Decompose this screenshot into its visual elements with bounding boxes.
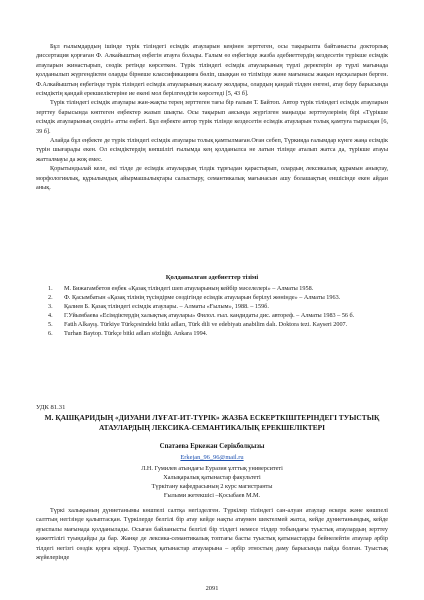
author-email-link[interactable]: Erkejan_96_96@mail.ru: [180, 454, 244, 461]
paragraph-1: Бұл ғылымдардың ішінде түрік тіліндегі есімдік атауларын кеңінен зерттеген, осы тақырыпта байтанысты докторлық диссертация қорғаған Ф. Алкайыштың еңбегін атауға болады. Ғалым өз еңбегінде жазба әдебиеттердің кездесетін түрікше есімдік атауларын жинастырып, сөздік ретінде көрсеткен. Түрік тіліндегі есімдік атауларының түрлі деректерін әр түрлі мағынада қолданылып жүргендіктен оларды бірнеше классификацияға бөліп, шыққан өз тілімізде және мағынасы жақын нұсқаларын берген. Ф.Алкайыштың еңбегінде түрік тіліндегі есімдік атауларының жасалу жолдары, олардың қандай тілден енгені, атау беру барысында есімдіктің қандай ерекшеліктеріне ие екені мол берілгендігін көрсетеді [5, 43 б].: [36, 43, 388, 98]
affiliation-line: Л.Н. Гумилев атындағы Еуразия ұлттық университеті: [141, 465, 283, 472]
paragraph-3: Алайда бұл еңбекте де түрік тіліндегі есімдік атаулары толық қамтылмаған.Оған себеп, Түркияда ғалымдар күнге жаңа есімдік түрін шығарады екен. Ол есімдіктердің көпшілігі ғылымда кең қолданылса не латын тілінде аталып жатса да, түрікше атауы жатталмауы да жоқ емес.: [36, 137, 388, 163]
reference-text: М. Бижагамбетов еңбек «Қазақ тіліндегі шеп атауларының кейбір мәселелері» – Алматы 1958.: [64, 285, 314, 292]
reference-text: Ф. Қасымбатын «Қазақ тілінің түсіндірме сөздігінде есімдік атауларын берілуі жөнінде» – Алматы 1963.: [64, 294, 341, 301]
reference-number: 1.: [48, 285, 53, 292]
reference-number: 4.: [48, 312, 53, 319]
affiliation-line: Түркітану кафедрасының 2 курс магистранты: [151, 483, 273, 490]
affiliation-line: Халықаралық қатынастар факультеті: [163, 474, 261, 481]
reference-number: 5.: [48, 321, 53, 328]
reference-item: [36, 311, 388, 320]
reference-item: [36, 302, 388, 311]
body-text: [36, 42, 388, 193]
reference-number: 2.: [48, 294, 53, 301]
reference-number: 6.: [48, 330, 53, 337]
reference-item: [36, 284, 388, 293]
reference-item: [36, 293, 388, 302]
page-number: 2091: [205, 585, 219, 592]
reference-text: Fatih Alkayış. Türkiye Türkçesindeki bitki adları, Türk dili ve edebiyatı anabilim dalı. Doktora tezi. Kayseri 2007.: [64, 321, 348, 328]
reference-item: [36, 329, 388, 338]
references-list: [36, 284, 388, 338]
reference-text: Қалиев Б. Қазақ тіліндегі есімдік атаулары. – Алматы «Ғылым», 1988. – 159б.: [64, 303, 269, 310]
references-title: Қолданылған әдебиеттер тізімі: [165, 274, 259, 281]
reference-text: Г.Уйымбаева «Есімдіктердің халықтық атаулары» Филол. ғыл. кандидаты дис. автореф. – Алматы 1983 – 56 б.: [64, 312, 355, 319]
article-intro: [36, 506, 388, 562]
reference-text: Turhan Baytop. Türkçe bitki adları sözlüğü. Ankara 1994.: [64, 330, 208, 337]
article-title: М. ҚАШҚАРИДЫҢ «ДИУАНИ ЛҰҒАТ-ИТ-ТҮРІК» ЖАЗБА ЕСКЕРТКІШТЕРІНДЕГІ ТУЫСТЫҚ АТАУЛАРДЫҢ ЛЕКСИКА-СЕМАНТИКАЛЫҚ ЕРЕКШЕЛІКТЕРІ: [44, 413, 380, 432]
author-name: Спатаева Еркежан Серікболқызы: [159, 443, 265, 450]
paragraph-2: Түрік тіліндегі есімдік атаулары жан-жақты терең зерттеген тағы бір ғалым Т. Байтоп. Автор түрік тіліндегі есімдік атауларын зерттеу барысында көптеген еңбектер жазып шықты. Осы тақырып аясында жүргізген маңызды зерттеулерінің бірі «Түрікше есімдік атауларының сөздігі» атты еңбегі. Бұл еңбекте автор түрік тілінде кездесетін есімдік атауларын толық қамтуға тырысқан [6, 39 б].: [36, 99, 388, 135]
intro-paragraph: Түркі халықының дүниетанымы көшпелі салтқа негізделген. Түркілер тіліндегі сан-алуан атаулар өскерк және көшпелі салттың негізінде қалыптасқан. Түркілерде белгілі бір атау кейде нақты атаумен шектелмей жатса, кейде дүниетанымдық, кейде ауыспалы мағынада қолданылады. Осыған байланысты белгілі бір тілдегі немесе тілдер тобындағы туыстық атаулардың зерттеу қажеттілігі туындайды да бар. Жанқе де лексика-семантикалық топтағы басты туыстық қатынастарды бейнелейтін атаулар әрбір тілдегі негізгі сөздік қорға кіреді. Туыстық қатынастар атауларына – әрбір этностың даму барысында пайда болған. Туыстық жүйелерінде: [36, 507, 388, 562]
reference-item: [36, 320, 388, 329]
affiliation-line: Ғылыми жетекшісі –Қосыбаев М.М.: [163, 492, 261, 499]
reference-number: 3.: [48, 303, 53, 310]
udc-code: УДК 81.31: [36, 404, 66, 411]
paragraph-4: Қорытындылай келе, екі тілде де есімдік атаулардың тілдік тұрғыдан қарастырып, олардың лексикалық құрамын анықтау, морфологиялық, құрылымдық айырмашылықтары салыстыру, семантикалық мағынасын ашу болашақтың еншісінде екен айдан анық.: [36, 165, 388, 192]
